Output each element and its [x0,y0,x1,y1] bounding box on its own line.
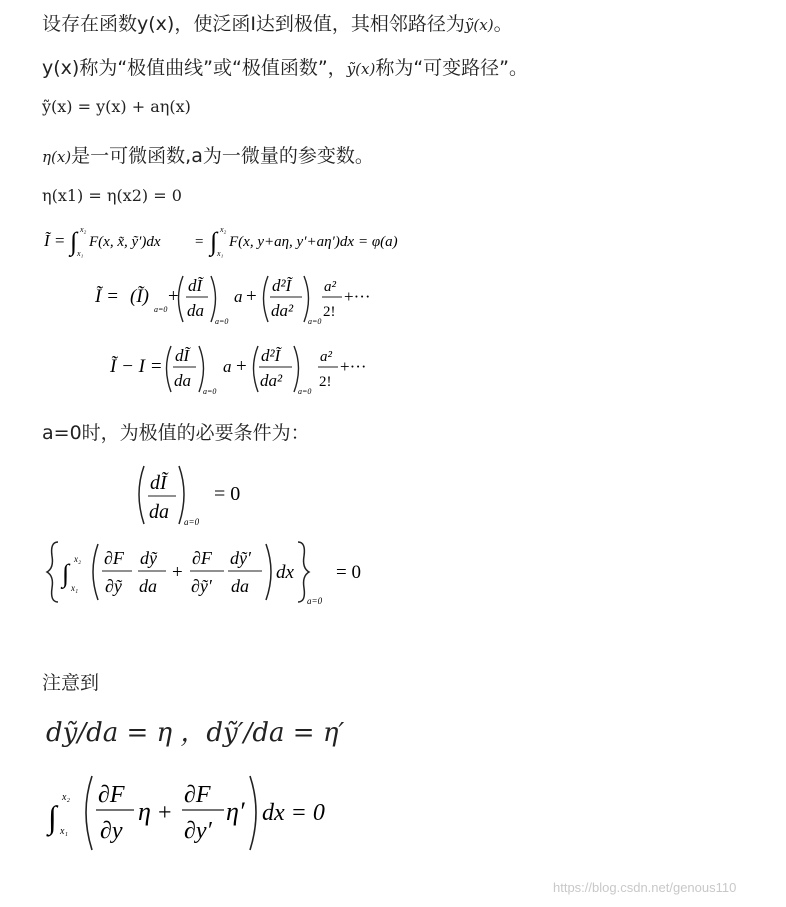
eq7-dtyp: dỹ′ [230,548,251,568]
eq5-dots: +··· [340,357,367,376]
eq4-term0-sub: a=0 [154,305,168,314]
eq5-da: da [174,371,191,390]
eq3-integrand-2: F(x, y+aη, y′+aη′)dx [229,234,354,250]
eq5-sub-1: a=0 [203,387,217,396]
eq4-lhs: Ĩ = [95,286,119,307]
eta-x-inline: η(x) [42,148,72,166]
watermark: https://blog.csdn.net/genous110 [553,880,737,895]
eq5-d2I: d²Ĩ [261,346,281,365]
eq7-dF-2: ∂F [192,548,212,568]
equation-taylor-expansion [90,266,390,330]
eq4-a: a [234,287,243,306]
eq7-da-2: da [231,576,249,596]
equation-boundary-condition: η(x1) = η(x2) = 0 [42,186,182,205]
eq6-sub: a=0 [184,517,200,527]
eq6-paren-left [139,466,144,524]
eq4-dots: +··· [344,287,371,306]
intro-text-1-tail: 。 [493,13,513,35]
eq5-a: a [223,357,232,376]
eq4-paren-right-1 [211,276,216,322]
eq5-da2: da² [260,371,283,390]
equation-final-integral [40,768,350,858]
eq3-equals: = [195,234,204,250]
eq4-sub-1: a=0 [215,317,229,326]
eq9-plus: + [158,800,172,826]
eq9-lower-limit: x₁ [60,826,68,837]
eq9-dy: ∂y [100,818,123,844]
eq3-upper-limit-1: x₂ [80,225,87,234]
intro-line-4 [42,144,374,169]
eq4-paren-left-2 [264,276,269,322]
intro-text-4: 是一可微函数,a为一微量的参变数。 [71,145,374,167]
eq4-a2: a² [324,279,336,295]
eq3-upper-limit-2: x₂ [220,225,227,234]
eq7-dty: dỹ [140,548,157,568]
eq4-plus-2: + [246,286,257,307]
eq5-paren-right-1 [199,346,204,392]
eq9-dF-1: ∂F [98,782,125,808]
eq7-brace-right [298,542,309,602]
equation-variation-path: ỹ(x) = y(x) + aη(x) [42,97,191,116]
eq3-lower-limit-1: x₁ [77,249,84,258]
eq7-integral-sign: ∫ [62,559,70,588]
eq4-da2: da² [271,301,294,320]
eq4-term0: (Ĩ) [130,286,149,307]
eq7-paren-right [266,544,271,600]
eq9-dx: dx = 0 [262,800,325,826]
eq5-lhs: Ĩ − I = [110,356,163,377]
eq3-integral-sign-1: ∫ [70,227,78,256]
eq9-dF-2: ∂F [184,782,211,808]
eq4-dI: dĨ [188,276,203,295]
eq9-etap: η′ [226,797,245,826]
equation-first-derivative-zero [130,462,260,530]
eq7-dyp: ∂ỹ′ [191,576,212,596]
eq5-fact: 2! [319,374,332,390]
eq7-brace-left [47,542,58,602]
eq7-lower-limit: x₁ [71,583,79,593]
eq7-upper-limit: x₂ [74,554,82,564]
intro-line-1 [42,12,513,37]
equation-functional-integral [40,220,410,262]
eq4-paren-left-1 [179,276,184,322]
equation-expanded-condition [40,536,390,610]
equation-difference [100,336,390,400]
eq6-dI: dĨ [150,472,167,494]
equation-derivative-eta: dỹ/da = η ，dỹ′/da = η′ [46,718,345,748]
eq9-dyp: ∂y′ [184,818,212,844]
eq5-dI: dĨ [175,346,190,365]
eq9-upper-limit: x₂ [62,792,70,803]
eq7-da-1: da [139,576,157,596]
intro-text-1: 设存在函数y(x)，使泛函I达到极值，其相邻路径为 [42,13,465,35]
tilde-y-x-inline: ỹ(x) [464,16,494,34]
eq5-sub-2: a=0 [298,387,312,396]
eq9-eta: η [138,797,151,826]
eq4-da: da [187,301,204,320]
eq7-sub: a=0 [307,596,323,606]
eq5-plus: + [236,356,247,377]
eq3-integral-sign-2: ∫ [210,227,218,256]
eq5-a2: a² [320,349,332,365]
note-label: 注意到 [42,672,100,694]
intro-text-2a: y(x)称为“极值曲线”或“极值函数”， [42,57,347,79]
eq7-plus: + [172,562,183,583]
eq4-fact: 2! [323,304,336,320]
eq5-paren-left-1 [167,346,172,392]
eq7-rhs: = 0 [336,562,361,583]
eq5-paren-left-2 [254,346,259,392]
eq9-integral-sign: ∫ [48,799,57,835]
eq3-lhs: Ĩ = [44,231,66,250]
eq5-paren-right-2 [294,346,299,392]
intro-text-2b: 称为“可变路径”。 [375,57,529,79]
eq3-rhs: = φ(a) [358,234,398,250]
eq7-dy: ∂ỹ [105,576,122,596]
eq6-paren-right [179,466,184,524]
eq9-paren-left [86,776,92,850]
eq4-plus-1: + [168,286,179,307]
necessary-condition-line: a=0时，为极值的必要条件为： [42,422,310,444]
eq6-da: da [149,501,169,523]
eq7-dx: dx [276,562,294,583]
eq6-rhs: = 0 [214,483,241,505]
eq4-sub-2: a=0 [308,317,322,326]
intro-line-2 [42,56,528,81]
eq4-d2I: d²Ĩ [272,276,292,295]
eq3-integrand-1: F(x, x̃, ỹ′)dx [89,234,161,250]
eq7-dF-1: ∂F [104,548,124,568]
eq7-paren-left [93,544,98,600]
eq4-paren-right-2 [304,276,309,322]
tilde-y-x-inline-2: ỹ(x) [346,60,376,78]
eq9-paren-right [250,776,256,850]
eq3-lower-limit-2: x₁ [217,249,224,258]
